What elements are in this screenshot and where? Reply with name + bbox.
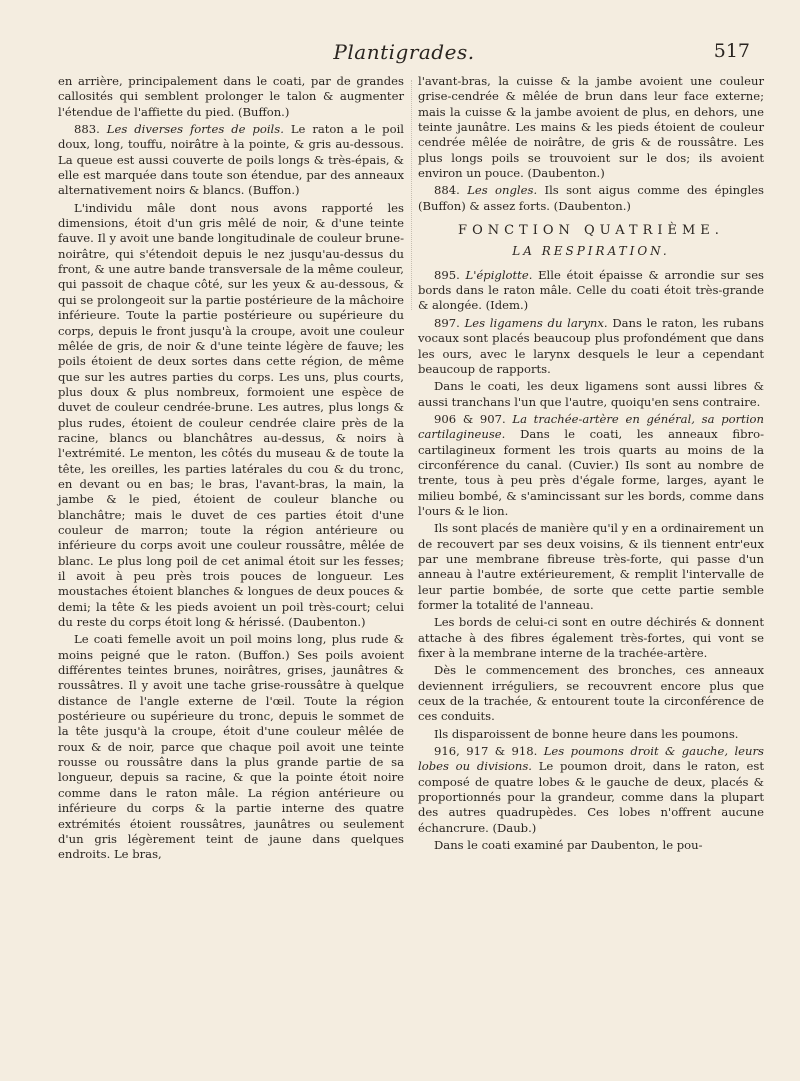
paragraph-number: 916, 917 & 918. xyxy=(434,744,538,759)
paragraph-text: Le poumon droit, dans le raton, est composé de quatre lobes & le gauche de deux, placés & proportionnés pour la grandeur, comme dans la plupart des autres quadrupèdes. Ces lobes n'offrent aucune échancrure. (Daub.) xyxy=(418,759,764,835)
paragraph-number: 883. xyxy=(74,122,100,137)
paragraph xyxy=(418,838,764,853)
paragraph-number: 897. xyxy=(434,315,460,330)
paragraph-text: Dans le coati, les deux ligamens sont aussi libres & aussi tranchans l'un que l'autre, quoiqu'en sens contraire. xyxy=(418,379,764,409)
column-divider xyxy=(411,80,413,310)
paragraph-title: L'épiglotte. xyxy=(465,267,533,282)
paragraph xyxy=(58,632,404,862)
paragraph-text: Le coati femelle avoit un poil moins long, plus rude & moins peigné que le raton. (Buffon.) Ses poils avoient différentes teintes brunes, noirâtres, grises, jaunâtres & roussâtres. Il y avoit une tache grise-roussâtre à quelque distance de l'angle externe de l'œil. Toute la région postérieure ou supérieure du tronc, depuis le sommet de la tête jusqu'à la croupe, étoit d'une couleur mêlée de roux & de noir, parce que chaque poil avoit une teinte rousse ou roussâtre dans la plus grande partie de sa longueur, depuis sa racine, & que la pointe étoit noire comme dans le raton mâle. La région antérieure ou inférieure du corps & la partie interne des quatre extrémités étoient roussâtres, jaunâtres ou seulement d'un gris légèrement teint de jaune dans quelques endroits. Le bras, xyxy=(58,632,404,862)
paragraph xyxy=(418,412,764,519)
paragraph xyxy=(418,615,764,661)
paragraph xyxy=(58,122,404,199)
paragraph xyxy=(418,316,764,377)
section-heading: FONCTION QUATRIÈME. xyxy=(458,223,724,239)
paragraph-text: Ils sont placés de manière qu'il y en a ordinairement un de recouvert par ses deux voisins, & ils tiennent entr'eux par une membrane fibreuse très-forte, qui passe d'un anneau à l'autre extérieurement, & remplit l'intervalle de leur partie bombée, de sorte que cette partie semble former la totalité de l'anneau. xyxy=(418,521,764,612)
paragraph-title: La trachée-artère en général, sa portion cartilagineuse. xyxy=(418,411,764,442)
paragraph-number: 895. xyxy=(434,267,460,282)
paragraph-text: Ils disparoissent de bonne heure dans les poumons. xyxy=(434,726,739,741)
paragraph-text: Le raton a le poil doux, long, touffu, noirâtre à la pointe, & gris au-dessous. La queue est aussi couverte de poils longs & très-épais, & elle est marquée dans toute son étendue, par des anneaux alternativement noirs & blancs. (Buffon.) xyxy=(58,122,404,198)
paragraph-number: 884. xyxy=(434,183,460,198)
paragraph-text: Dans le raton, les rubans vocaux sont placés beaucoup plus profondément que dans les ours, avec le larynx desquels le leur a cependant beaucoup de rapports. xyxy=(418,315,764,376)
paragraph-title: Les ligamens du larynx. xyxy=(464,315,608,330)
paragraph xyxy=(418,183,764,214)
running-title: Plantigrades. xyxy=(333,40,475,64)
paragraph-text: l'avant-bras, la cuisse & la jambe avoient une couleur grise-cendrée & mêlée de brun dans leur face externe; mais la cuisse & la jambe avoient de plus, en dehors, une teinte jaunâtre. Les mains & les pieds étoient de couleur cendrée mêlée de noirâtre, de gris & de roussâtre. Les plus longs poils se trouvoient sur le dos; ils avoient environ un pouce. (Daubenton.) xyxy=(418,74,764,181)
page-number: 517 xyxy=(713,40,750,62)
paragraph xyxy=(418,521,764,613)
paragraph-title: Les ongles. xyxy=(467,183,538,198)
paragraph xyxy=(58,201,404,631)
right-column xyxy=(418,74,764,856)
page-header xyxy=(48,40,760,68)
paragraph xyxy=(418,744,764,836)
paragraph xyxy=(418,268,764,314)
left-column xyxy=(58,74,404,865)
paragraph-title: Les diverses fortes de poils. xyxy=(106,122,284,137)
paragraph-text: Dès le commencement des bronches, ces anneaux deviennent irréguliers, se recouvrent encore plus que ceux de la trachée, & entourent toute la circonférence de ces conduits. xyxy=(418,663,764,724)
paragraph-text: Les bords de celui-ci sont en outre déchirés & donnent attache à des fibres également très-fortes, qui vont se fixer à la membrane interne de la trachée-artère. xyxy=(418,615,764,661)
paragraph-text: Dans le coati, les anneaux fibro-cartilagineux forment les trois quarts au moins de la circonférence du canal. (Cuvier.) Ils sont au nombre de trente, tous à peu près d'égale forme, larges, ayant le milieu bombé, & s'amincissant sur les bords, comme dans l'ours & le lion. xyxy=(418,427,764,518)
paragraph xyxy=(418,727,764,742)
paragraph xyxy=(418,379,764,410)
paragraph-text: en arrière, principalement dans le coati, par de grandes callosités qui semblent prolonger le talon & augmenter l'étendue de l'affiette du pied. (Buffon.) xyxy=(58,74,404,119)
paragraph-text: L'individu mâle dont nous avons rapporté les dimensions, étoit d'un gris mêlé de noir, & d'une teinte fauve. Il y avoit une bande longitudinale de couleur brune-noirâtre, qui s'étendoit depuis le nez jusqu'au-dessus du front, & une autre bande transversale de la même couleur, qui passoit de chaque côté, sur les yeux & au-dessous, & qui se prolongeoit sur la partie postérieure de la mâchoire inférieure. Toute la partie postérieure ou supérieure du corps, depuis le front jusqu'à la croupe, avoit une couleur mêlée de gris, de noir & d'une teinte légère de fauve; les poils étoient de deux sortes dans cette région, de même que sur les autres parties du corps. Les uns, plus courts, plus doux & plus nombreux, formoient une espèce de duvet de couleur cendrée-brune. Les autres, plus longs & plus rudes, étoient de couleur cendrée claire près de la racine, blancs ou blanchâtres au-dessus, & noirs à l'extrémité. Le menton, les côtés du museau & de toute la tête, les oreilles, les parties latérales du cou & du tronc, en devant ou en bas; le bras, l'avant-bras, la main, la jambe & le pied, étoient de couleur blanche ou blanchâtre; mais le duvet de ces parties étoit d'une couleur de marron; toute la région antérieure ou inférieure du corps avoit une couleur roussâtre, mêlée de blanc. Le plus long poil de cet animal étoit sur les fesses; il avoit à peu près trois pouces de longueur. Les moustaches étoient blanches & longues de deux pouces & demi; la tête & les pieds avoient un poil très-court; celui du reste du corps étoit long & hérissé. (Daubenton.) xyxy=(58,200,404,630)
paragraph-text: Elle étoit épaisse & arrondie sur ses bords dans le raton mâle. Celle du coati étoit très-grande & alongée. (Idem.) xyxy=(418,267,765,313)
paragraph xyxy=(418,74,764,181)
paragraph-number: 906 & 907. xyxy=(434,411,506,426)
subsection-heading: LA RESPIRATION. xyxy=(512,244,670,259)
paragraph-title: Les poumons droit & gauche, leurs lobes ou divisions. xyxy=(418,744,765,774)
paragraph xyxy=(58,74,404,120)
paragraph-text: Ils sont aigus comme des épingles (Buffon) & assez forts. (Daubenton.) xyxy=(418,183,764,213)
paragraph xyxy=(418,663,764,724)
paragraph-text: Dans le coati examiné par Daubenton, le pou- xyxy=(434,838,703,853)
